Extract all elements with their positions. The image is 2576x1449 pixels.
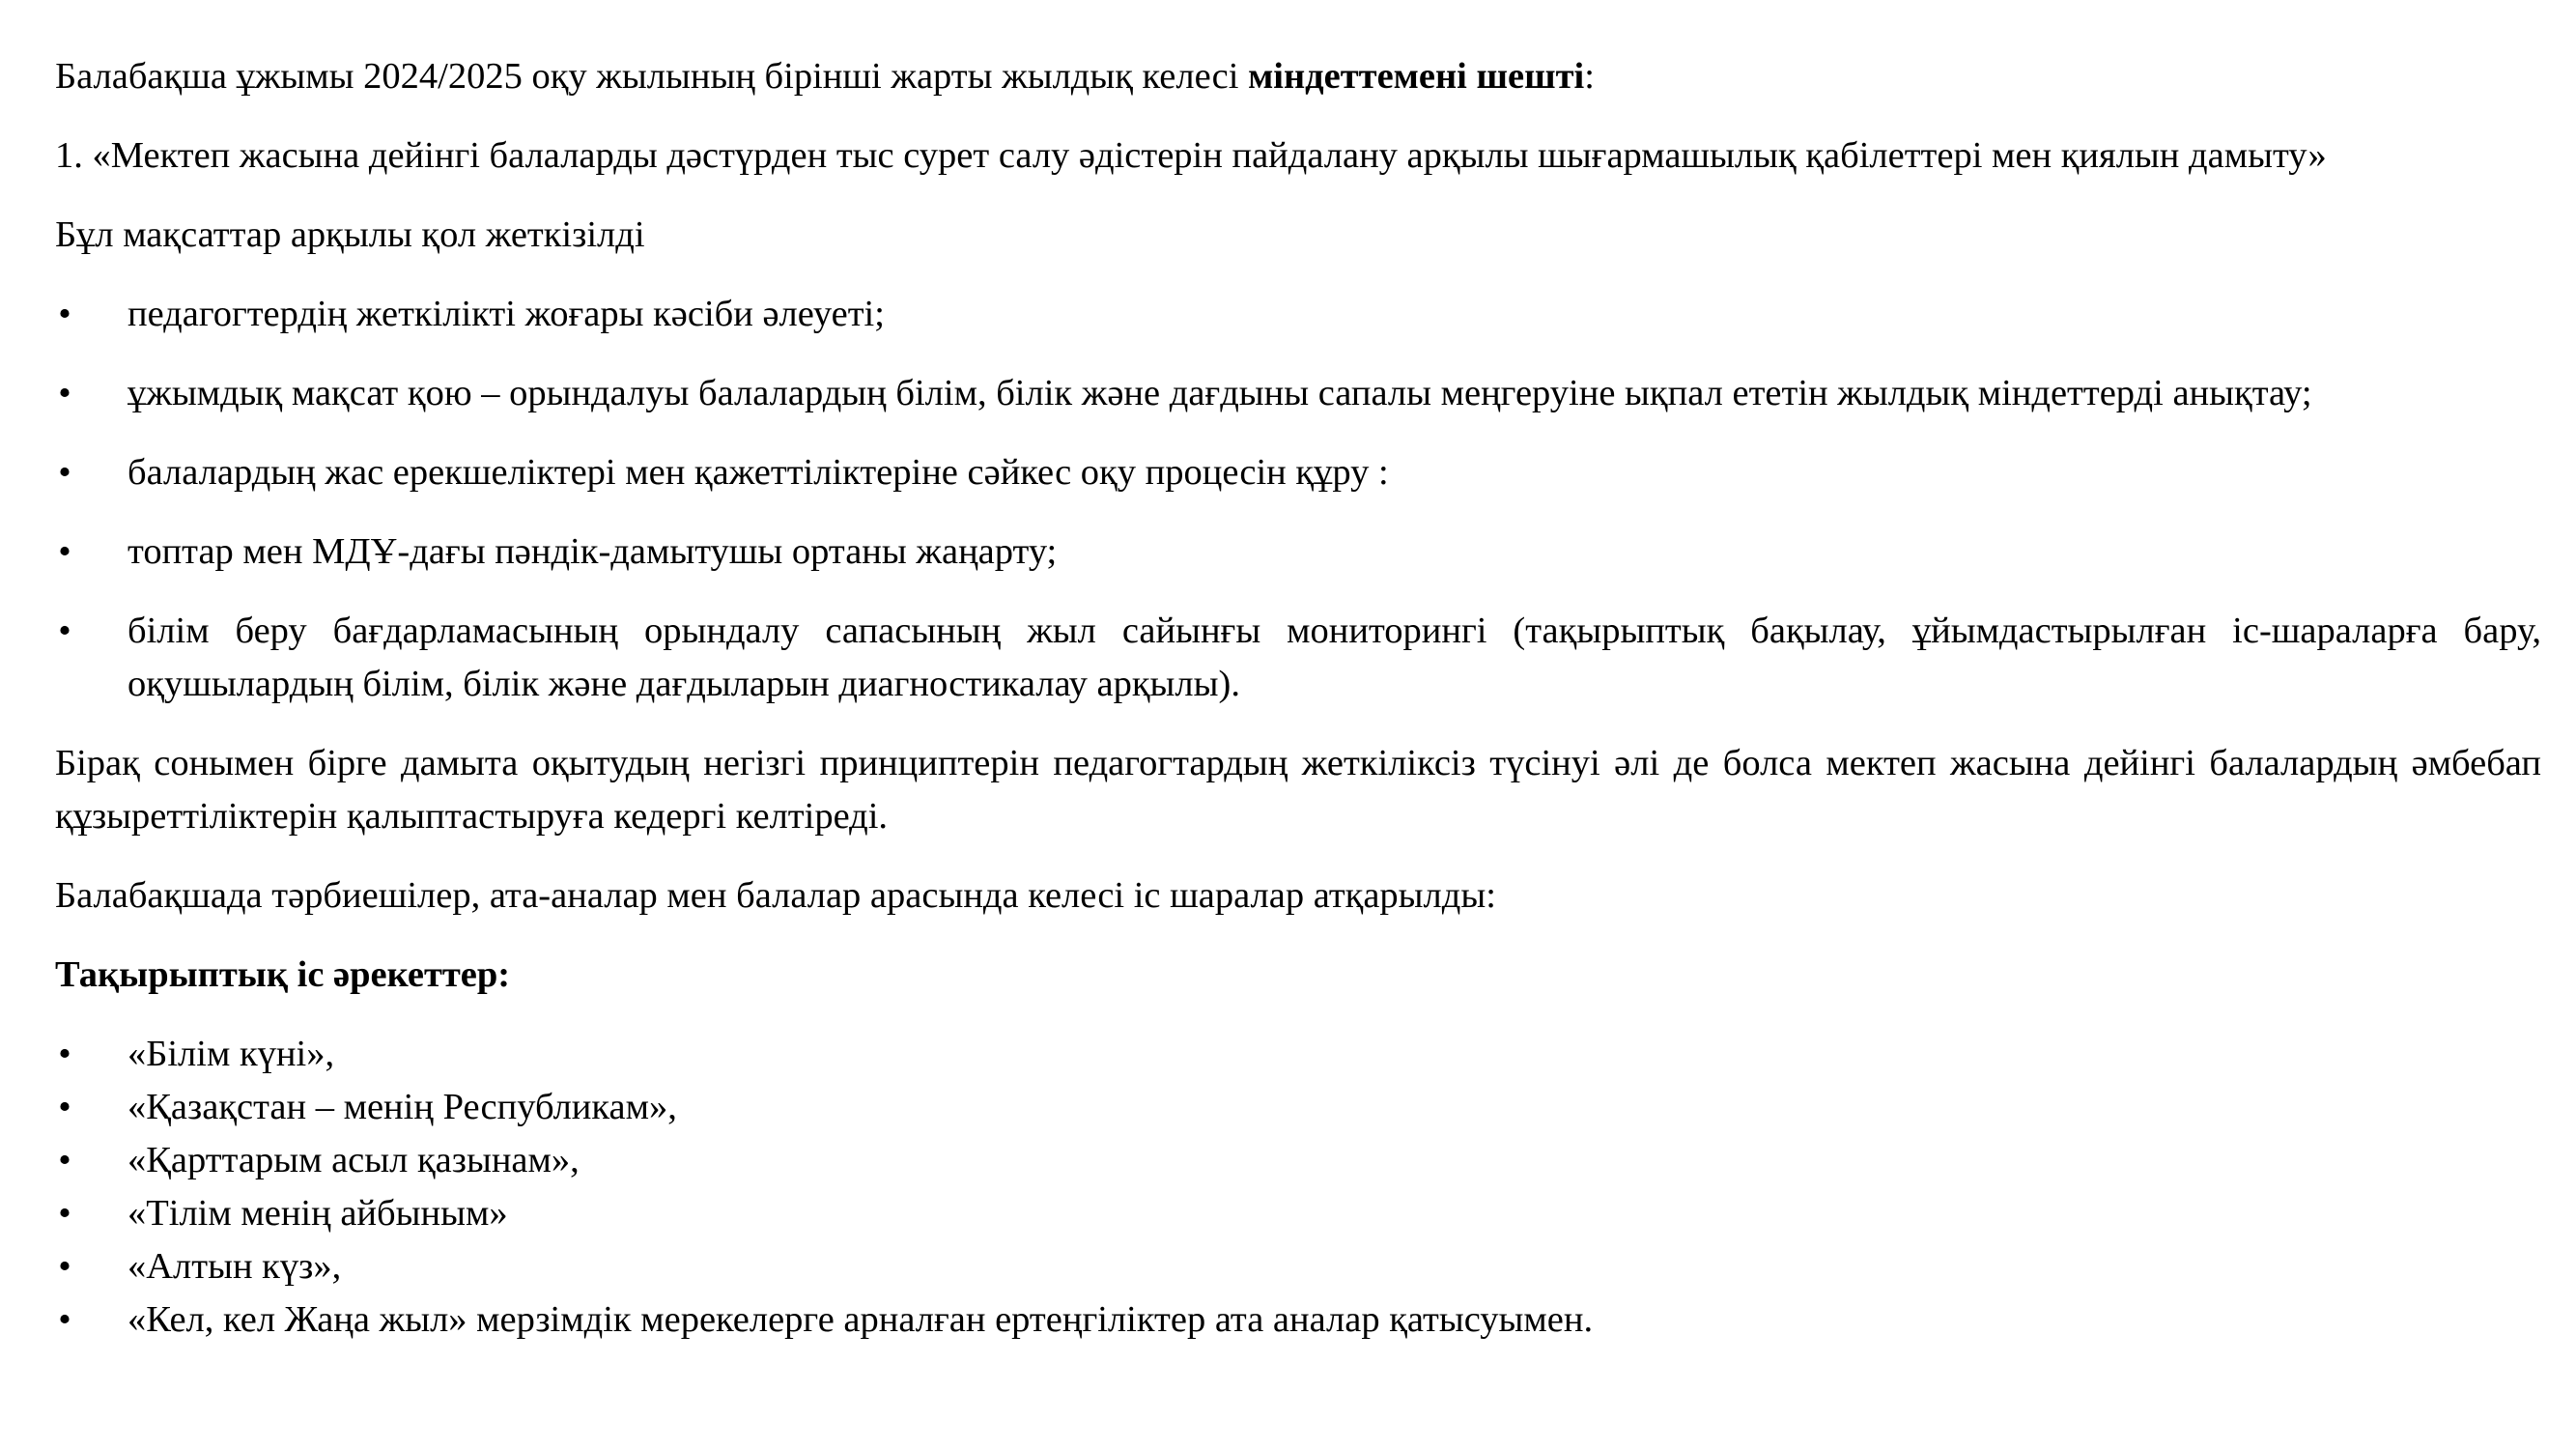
list-item-text: «Қарттарым асыл қазынам», — [127, 1140, 580, 1180]
list-item-text: «Қазақстан – менің Республикам», — [127, 1087, 677, 1127]
thematic-heading: Тақырыптық іс әрекеттер: — [55, 954, 511, 995]
list-item-text: топтар мен МДҰ-дағы пәндік-дамытушы ортаны жаңарту; — [127, 531, 1058, 572]
bullet-icon: • — [58, 452, 71, 493]
document-page — [55, 50, 2541, 1373]
task-1-paragraph: 1. «Мектеп жасына дейінгі балаларды дәстүрден тыс сурет салу әдістерін пайдалану арқылы шығармашылық қабілеттері мен қиялын дамыту» — [55, 135, 2327, 176]
thematic-events-list — [55, 1028, 2541, 1347]
list-item-text: ұжымдық мақсат қою – орындалуы балалардың білім, білік және дағдыны сапалы меңгеруіне ықпал ететін жылдық міндеттерді анықтау; — [127, 373, 2312, 413]
list-item — [55, 367, 2541, 420]
intro-text: Балабақша ұжымы 2024/2025 оқу жылының бірінші жарты жылдық келесі — [55, 56, 1249, 97]
intro-tail: : — [1584, 56, 1595, 97]
list-item — [55, 1240, 2541, 1293]
intro-paragraph — [55, 50, 2541, 103]
list-item-text: балалардың жас ерекшеліктері мен қажеттіліктеріне сәйкес оқу процесін құру : — [127, 452, 1389, 493]
bullet-icon: • — [58, 1087, 71, 1127]
bullet-icon: • — [58, 1246, 71, 1287]
bullet-icon: • — [58, 611, 71, 651]
bullet-icon: • — [58, 294, 71, 334]
bullet-icon: • — [58, 373, 71, 413]
list-item-text: педагогтердің жеткілікті жоғары кәсіби әлеуеті; — [127, 294, 885, 334]
achieved-heading: Бұл мақсаттар арқылы қол жеткізілді — [55, 214, 645, 255]
problem-paragraph: Бірақ сонымен бірге дамыта оқытудың негізгі принциптерін педагогтардың жеткіліксіз түсінуі әлі де болса мектеп жасына дейінгі балалардың әмбебап құзыреттіліктерін қалыптастыруға кедергі келтіреді. — [55, 743, 2541, 837]
list-item-text: «Кел, кел Жаңа жыл» мерзімдік мерекелерге арналған ертеңгіліктер ата аналар қатысуымен. — [127, 1299, 1594, 1340]
bullet-icon: • — [58, 1299, 71, 1340]
bullet-icon: • — [58, 1034, 71, 1074]
list-item — [55, 1081, 2541, 1134]
activities-intro: Балабақшада тәрбиешілер, ата-аналар мен балалар арасында келесі іс шаралар атқарылды: — [55, 875, 1496, 916]
list-item-text: білім беру бағдарламасының орындалу сапасының жыл сайынғы мониторингі (тақырыптық бақылау, ұйымдастырылған іс-шараларға бару, оқушылардың білім, білік және дағдыларын диагностикалау арқылы). — [127, 611, 2541, 704]
list-item — [55, 1293, 2541, 1347]
list-item — [55, 1028, 2541, 1081]
list-item — [55, 288, 2541, 341]
list-item — [55, 446, 2541, 499]
bullet-icon: • — [58, 1140, 71, 1180]
list-item-text: «Тілім менің айбыным» — [127, 1193, 508, 1234]
achievements-list — [55, 288, 2541, 711]
intro-bold-text: міндеттемені шешті — [1248, 56, 1585, 97]
list-item — [55, 605, 2541, 711]
list-item — [55, 526, 2541, 579]
list-item-text: «Білім күні», — [127, 1034, 335, 1074]
list-item — [55, 1134, 2541, 1187]
list-item — [55, 1187, 2541, 1240]
list-item-text: «Алтын күз», — [127, 1246, 342, 1287]
bullet-icon: • — [58, 531, 71, 572]
bullet-icon: • — [58, 1193, 71, 1234]
